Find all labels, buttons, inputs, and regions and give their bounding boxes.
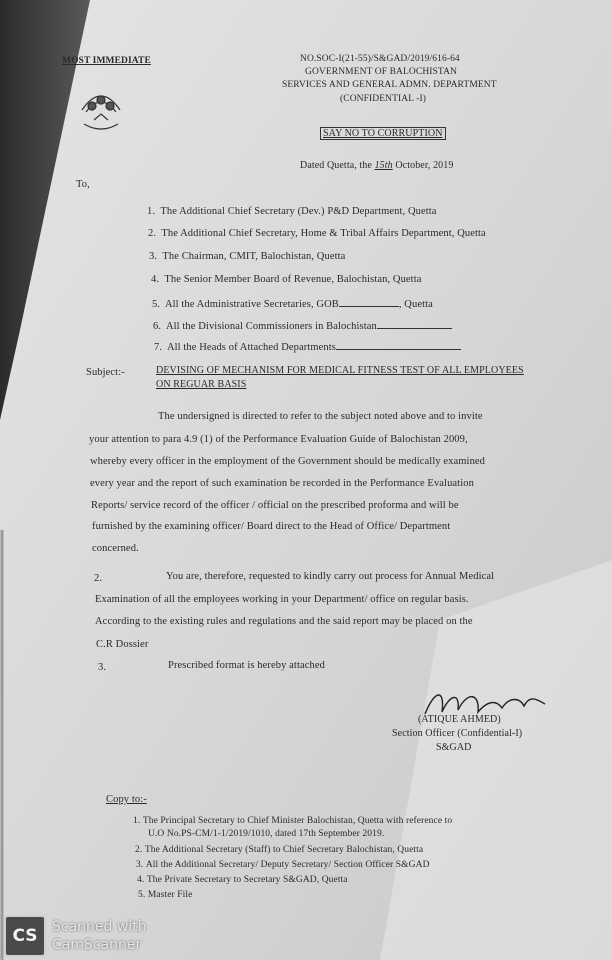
blank-line [339,296,399,307]
government-name: GOVERNMENT OF BALOCHISTAN [305,67,457,77]
para2-line: C.R Dossier [96,639,149,650]
para3-text: Prescribed format is hereby attached [168,660,325,671]
to-label: To, [76,179,90,190]
para3-number: 3. [98,662,107,673]
para1-line: your attention to para 4.9 (1) of the Performance Evaluation Guide of Balochistan 2009, [89,434,468,445]
para2-line: Examination of all the employees working in your Department/ office on regular basis. [95,594,469,605]
priority-label: MOST IMMEDIATE [62,56,151,66]
addressee-item: 7. All the Heads of Attached Departments [154,339,461,353]
signatory-department: S&GAD [436,742,472,753]
signatory-name: (ATIQUE AHMED) [418,714,501,725]
para1-line: concerned. [92,543,139,554]
government-emblem-icon [72,80,130,138]
addressee-item: 5. All the Administrative Secretaries, GOB , Quetta [152,296,433,310]
subject-line-1: DEVISING OF MECHANISM FOR MEDICAL FITNESS TEST OF ALL EMPLOYEES [156,365,524,376]
para2-line: You are, therefore, requested to kindly carry out process for Annual Medical [166,571,495,582]
para1-line: The undersigned is directed to refer to the subject noted above and to invite [158,411,483,422]
para2-number: 2. [94,573,103,584]
blank-line [377,318,452,329]
reference-number: NO.SOC-I(21-55)/S&GAD/2019/616-64 [300,54,460,64]
copy-to-item: 2. The Additional Secretary (Staff) to Chief Secretary Balochistan, Quetta [135,845,424,855]
para1-line: furnished by the examining officer/ Board direct to the Head of Office/ Department [92,521,451,532]
department-name: SERVICES AND GENERAL ADMN. DEPARTMENT [282,80,497,90]
para1-line: every year and the report of such examination be recorded in the Performance Evaluation [90,478,474,489]
para1-line: Reports/ service record of the officer / official on the prescribed proforma and will be [91,500,459,511]
date-day: 15th [374,160,393,171]
signatory-title: Section Officer (Confidential-I) [392,728,523,739]
date-line [300,160,453,171]
camscanner-watermark: Scanned with CamScanner [52,919,147,953]
copy-to-item: 1. The Principal Secretary to Chief Minister Balochistan, Quetta with reference to [133,816,453,826]
confidential-label: (CONFIDENTIAL -I) [340,94,427,104]
para1-line: whereby every officer in the employment of the Government should be medically examined [90,456,486,467]
blank-line [336,339,461,350]
copy-to-item: 5. Master File [138,890,193,900]
addressee-item: 6. All the Divisional Commissioners in Balochistan [153,318,452,332]
slogan-box [320,127,446,140]
copy-to-item: 3. All the Additional Secretary/ Deputy Secretary/ Section Officer S&GAD [136,860,430,870]
subject-label: Subject:- [86,367,125,378]
addressee-item: 1. The Additional Chief Secretary (Dev.) P&D Department, Quetta [147,206,437,217]
slogan-text: SAY NO TO CORRUPTION [323,128,443,139]
camscanner-logo: CS [4,915,46,957]
para2-line: According to the existing rules and regulations and the said report may be placed on the [95,616,473,627]
addressee-item: 3. The Chairman, CMIT, Balochistan, Quetta [149,251,346,262]
copy-to-item: 4. The Private Secretary to Secretary S&GAD, Quetta [137,875,348,885]
subject-line-2: ON REGUAR BASIS [156,379,247,390]
addressee-item: 2. The Additional Chief Secretary, Home & Tribal Affairs Department, Quetta [148,228,486,239]
date-prefix: Dated Quetta, the [300,160,372,171]
addressee-item: 4. The Senior Member Board of Revenue, Balochistan, Quetta [151,274,422,285]
copy-to-label: Copy to:- [106,794,147,805]
date-suffix: October, 2019 [395,160,454,171]
copy-to-item: U.O No.PS-CM/1-1/2019/1010, dated 17th September 2019. [148,829,385,839]
